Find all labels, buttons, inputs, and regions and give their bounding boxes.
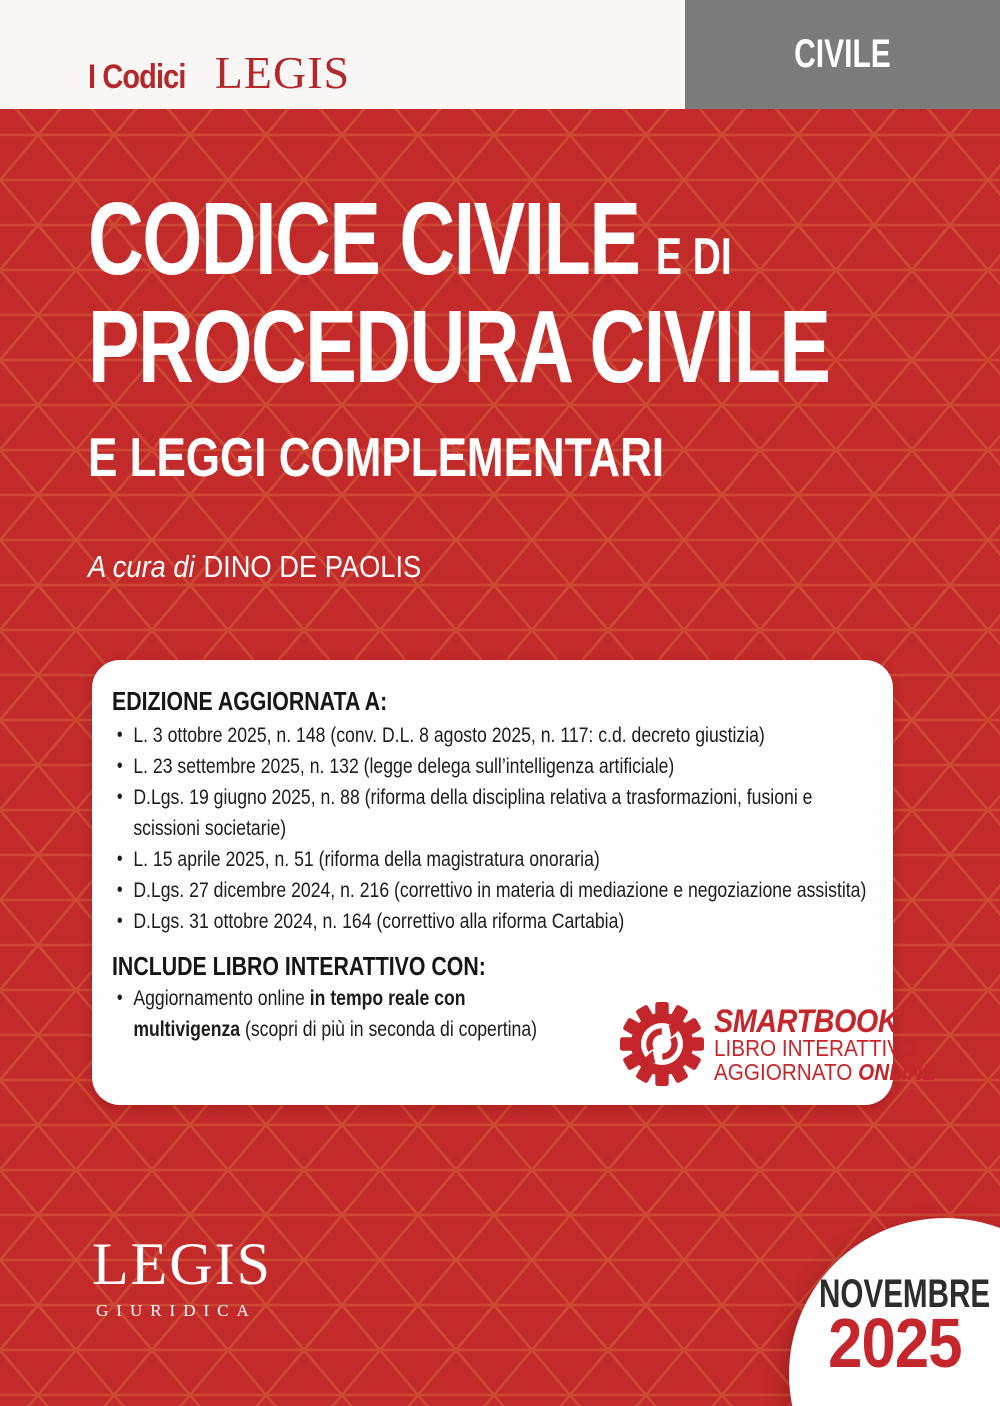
include-item: • Aggiornamento online in tempo reale con multivigenza (scopri di più in seconda di copertina) xyxy=(112,983,571,1045)
include-heading: INCLUDE LIBRO INTERATTIVO CON: xyxy=(112,951,486,981)
subject-tab-label: CIVILE xyxy=(794,32,891,76)
footer-division: GIURIDICA xyxy=(96,1301,257,1320)
smartbook-line2: LIBRO INTERATTIVO xyxy=(714,1035,918,1061)
title-line1 xyxy=(88,181,946,296)
smartbook-title: SMARTBOOK xyxy=(714,1003,899,1039)
edition-heading: EDIZIONE AGGIORNATA A: xyxy=(112,686,388,716)
edition-list xyxy=(112,720,866,937)
badge-year: 2025 xyxy=(828,1304,962,1382)
publisher-logo: I Codici LEGIS xyxy=(88,47,351,98)
author-name: DINO DE PAOLIS xyxy=(203,549,422,584)
author-line xyxy=(88,551,467,582)
edition-item: • D.Lgs. 27 dicembre 2024, n. 216 (correttivo in materia di mediazione e negoziazione assistita) xyxy=(112,875,866,906)
smartbook-badge xyxy=(620,1002,961,1086)
title-line1-suffix: E DI xyxy=(655,228,732,286)
badge-month: NOVEMBRE xyxy=(819,1272,991,1316)
subject-tab xyxy=(685,0,1000,109)
edition-item: • D.Lgs. 31 ottobre 2024, n. 164 (correttivo alla riforma Cartabia) xyxy=(112,906,866,937)
header-bar xyxy=(0,0,1000,109)
edition-item: • L. 15 aprile 2025, n. 51 (riforma della magistratura onoraria) xyxy=(112,844,866,875)
author-prefix: A cura di xyxy=(88,549,195,584)
publisher-footer-logo xyxy=(92,1231,272,1321)
gear-refresh-icon xyxy=(620,1002,704,1086)
title-line3: E LEGGI COMPLEMENTARI xyxy=(88,426,665,488)
edition-item: • L. 23 settembre 2025, n. 132 (legge delega sull’intelligenza artificiale) xyxy=(112,751,866,782)
edition-item: • D.Lgs. 19 giugno 2025, n. 88 (riforma della disciplina relativa a trasformazioni, fusioni e scissioni societarie) xyxy=(112,782,866,844)
title-line2: PROCEDURA CIVILE xyxy=(88,289,830,404)
edition-item: • L. 3 ottobre 2025, n. 148 (conv. D.L. 8 agosto 2025, n. 117: c.d. decreto giustizia) xyxy=(112,720,866,751)
footer-brand: LEGIS xyxy=(92,1231,272,1297)
logo-series-label: I Codici xyxy=(88,58,186,96)
title-line1-main: CODICE CIVILE xyxy=(88,181,640,296)
smartbook-line3: AGGIORNATO ONLINE xyxy=(714,1059,937,1085)
